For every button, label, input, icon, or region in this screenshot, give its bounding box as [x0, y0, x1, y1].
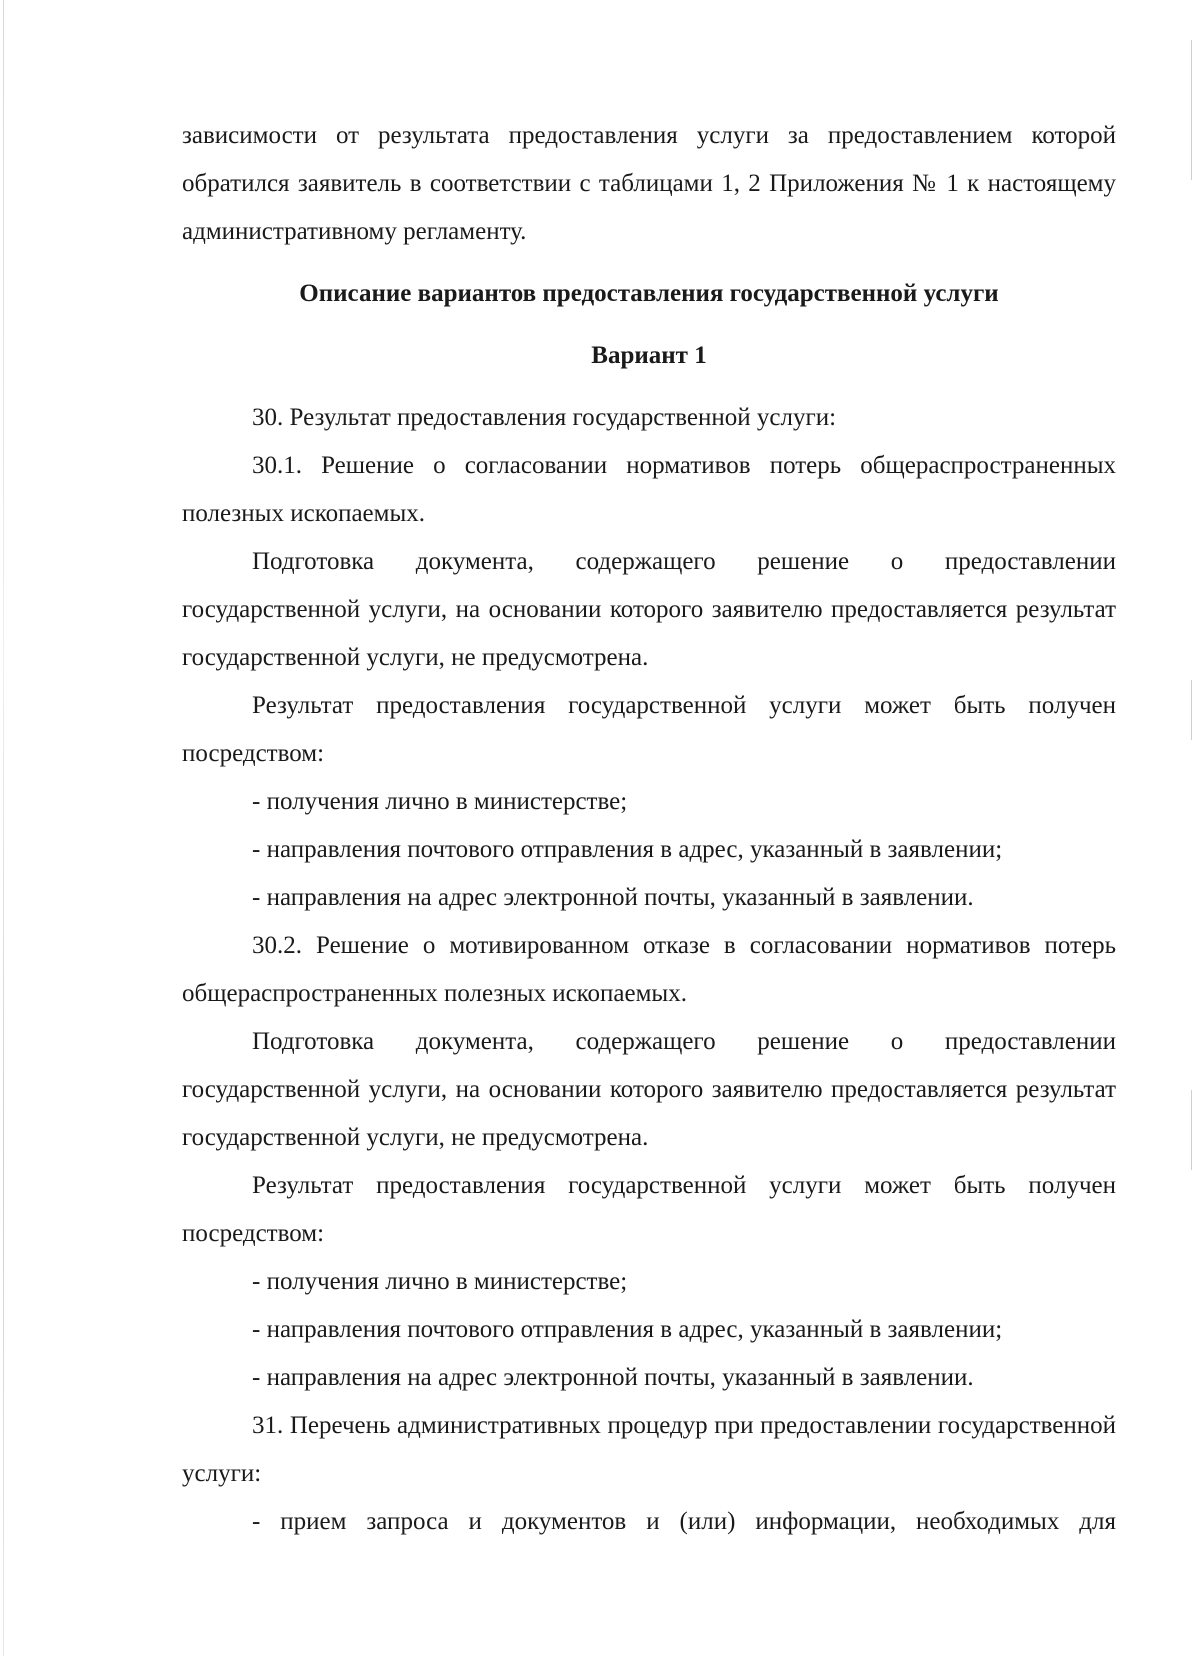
scan-edge-left: [3, 0, 4, 1656]
list-item: - получения лично в министерстве;: [252, 788, 628, 815]
paragraph-result-means-2: Результат предоставления государственной услуги может быть получен посредством:: [182, 1172, 1116, 1247]
variant-title: Вариант 1: [591, 342, 707, 369]
scan-edge-right: [1191, 40, 1192, 180]
document-body: [182, 112, 1116, 1546]
paragraph-30-2: 30.2. Решение о мотивированном отказе в согласовании нормативов потерь общераспространенных полезных ископаемых.: [182, 932, 1116, 1007]
paragraph-30-1: 30.1. Решение о согласовании нормативов потерь общераспространенных полезных ископаемых.: [182, 452, 1116, 527]
scan-edge-right: [1191, 1090, 1192, 1170]
continuation-paragraph: зависимости от результата предоставления услуги за предоставлением которой обратился заявитель в соответствии с таблицами 1, 2 Приложения № 1 к настоящему административному регламенту.: [182, 122, 1116, 245]
paragraph-preparation-2: Подготовка документа, содержащего решение о предоставлении государственной услуги, на основании которого заявителю предоставляется результат государственной услуги, не предусмотрена.: [182, 1028, 1116, 1151]
list-item: - прием запроса и документов и (или) информации, необходимых для: [252, 1508, 1116, 1535]
list-item: - направления почтового отправления в адрес, указанный в заявлении;: [252, 1316, 1003, 1343]
list-item: - получения лично в министерстве;: [252, 1268, 628, 1295]
list-item: - направления на адрес электронной почты, указанный в заявлении.: [252, 884, 974, 911]
list-item: - направления на адрес электронной почты, указанный в заявлении.: [252, 1364, 974, 1391]
list-item: - направления почтового отправления в адрес, указанный в заявлении;: [252, 836, 1003, 863]
paragraph-30: 30. Результат предоставления государственной услуги:: [252, 404, 837, 431]
section-title: Описание вариантов предоставления государственной услуги: [299, 280, 999, 307]
scan-edge-right: [1191, 680, 1192, 740]
paragraph-31: 31. Перечень административных процедур при предоставлении государственной услуги:: [182, 1412, 1116, 1487]
paragraph-result-means-1: Результат предоставления государственной услуги может быть получен посредством:: [182, 692, 1116, 767]
paragraph-preparation-1: Подготовка документа, содержащего решение о предоставлении государственной услуги, на основании которого заявителю предоставляется результат государственной услуги, не предусмотрена.: [182, 548, 1116, 671]
